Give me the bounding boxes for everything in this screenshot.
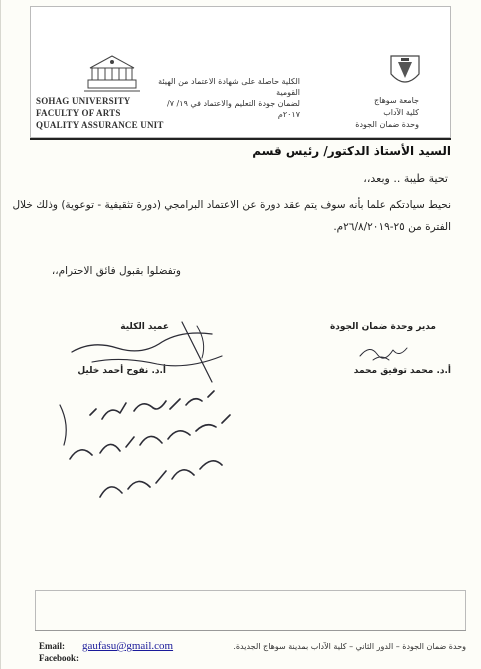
accreditation-note [150, 76, 300, 120]
unit-name-en: QUALITY ASSURANCE UNIT [36, 120, 164, 130]
faculty-name-ar: كلية الآداب [383, 108, 419, 117]
dean-name: أ.د. نفوح أحمد خليل [77, 366, 166, 376]
closing-line: وتفضلوا بقبول فائق الاحترام،، [51, 265, 181, 277]
dean-signature [62, 312, 242, 392]
email-link[interactable]: gaufasu@gmail.com [82, 640, 174, 652]
faculty-name-en: FACULTY OF ARTS [36, 108, 121, 118]
recipient-line: السيد الأستاذ الدكتور/ رئيس قسم [252, 144, 451, 158]
footer-address: وحدة ضمان الجودة – الدور الثاني – كلية الآداب بمدينة سوهاج الجديدة. [233, 642, 466, 651]
unit-name-ar: وحدة ضمان الجودة [355, 120, 419, 129]
greeting-line: تحية طيبة .. وبعد،، [363, 172, 448, 185]
faculty-logo-icon [388, 52, 422, 92]
footer-rule [35, 630, 466, 631]
email-label: Email: [39, 641, 65, 651]
university-name-ar: جامعة سوهاج [373, 96, 419, 105]
university-logo-icon [84, 50, 140, 94]
facebook-label: Facebook: [39, 653, 79, 663]
university-name-en: SOHAG UNIVERSITY [36, 96, 131, 106]
unit-name-ar-block [319, 95, 419, 131]
dean-title: عميد الكلية [120, 322, 169, 332]
header-rule [30, 138, 451, 140]
accreditation-line-2: لضمان جودة التعليم والاعتماد في ١٩/ ٧/ ٢٠١٧م [167, 99, 300, 119]
accreditation-line-1: الكلية حاصلة على شهادة الاعتماد من الهيئة القومية [158, 77, 300, 97]
footer-frame [35, 590, 466, 630]
handwritten-note [30, 385, 260, 545]
quality-director-signature [355, 336, 415, 366]
quality-director-title: مدير وحدة ضمان الجودة [329, 322, 436, 332]
quality-director-name: أ.د. محمد توفيق محمد [353, 366, 451, 376]
letter-body: نحيط سيادتكم علما بأنه سوف يتم عقد دورة عن الاعتماد البرامجي (دورة تثقيفية - توعوية) وذلك خلال الفترة من ٢٥-٢٦/٨/٢٠١٩م. [12, 199, 451, 233]
